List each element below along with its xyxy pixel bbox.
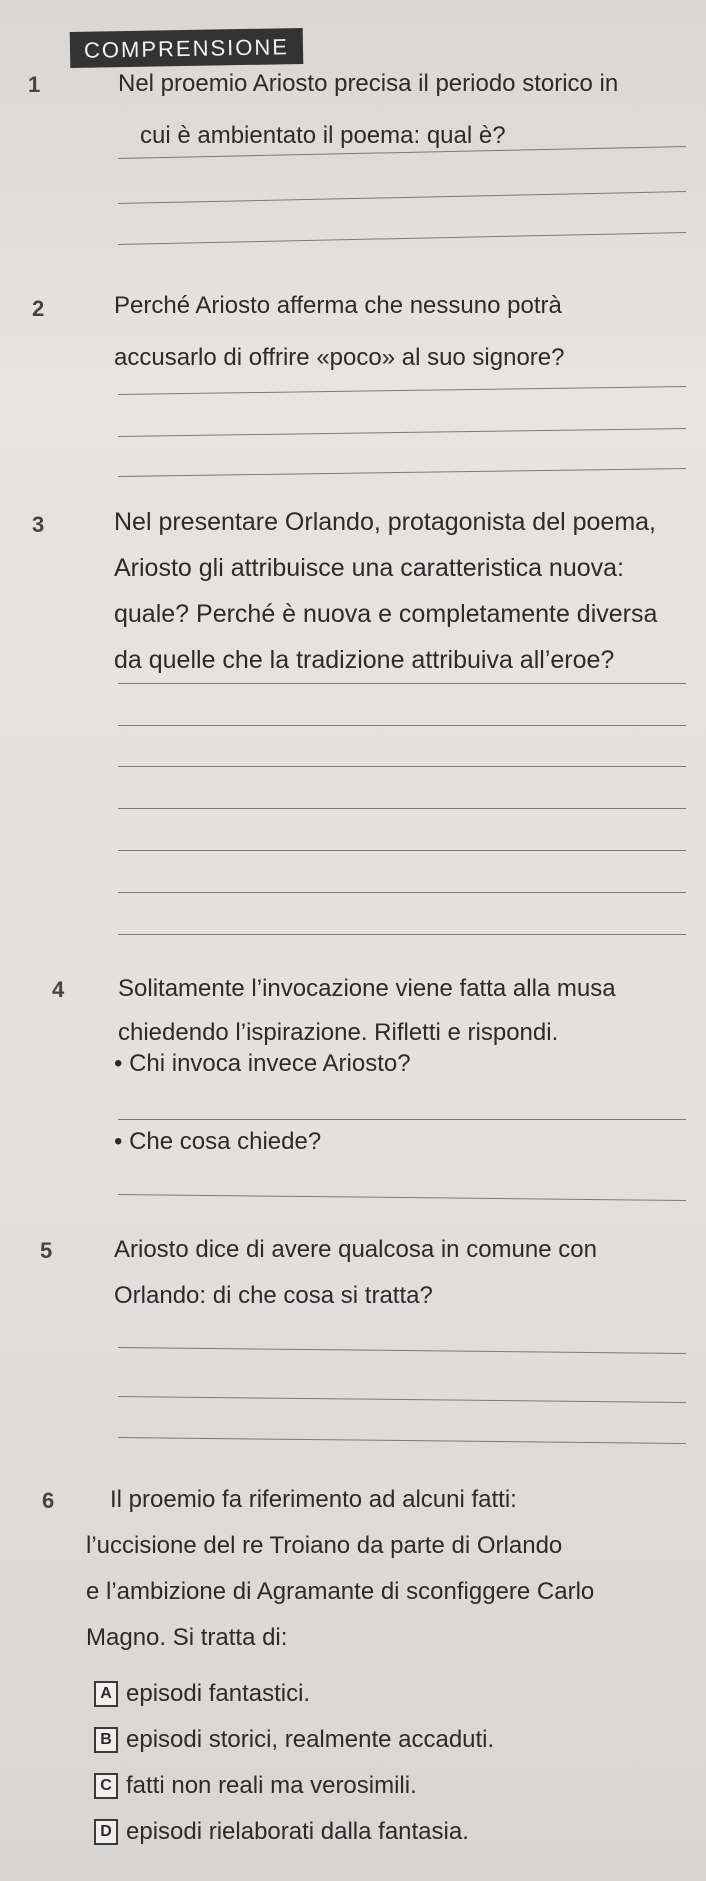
- answer-line[interactable]: [118, 808, 686, 809]
- option-letter[interactable]: B: [94, 1727, 118, 1753]
- question-number: 1: [28, 72, 41, 97]
- answer-line[interactable]: [118, 386, 686, 395]
- question-number: 3: [32, 512, 45, 537]
- question-line: Perché Ariosto afferma che nessuno potrà: [114, 292, 562, 319]
- answer-line[interactable]: [118, 191, 686, 204]
- option-a[interactable]: [94, 1680, 310, 1708]
- answer-line[interactable]: [118, 1119, 686, 1120]
- option-letter[interactable]: C: [94, 1773, 118, 1799]
- question-number: 4: [52, 977, 65, 1002]
- question-line: Orlando: di che cosa si tratta?: [114, 1282, 433, 1309]
- question-line: e l’ambizione di Agramante di sconfiggere Carlo: [86, 1578, 595, 1605]
- question-line: Nel proemio Ariosto precisa il periodo storico in: [118, 70, 619, 97]
- question-number: 2: [32, 296, 45, 321]
- answer-line[interactable]: [118, 892, 686, 893]
- question-line: quale? Perché è nuova e completamente diversa: [114, 600, 658, 628]
- question-line: cui è ambientato il poema: qual è?: [140, 122, 506, 149]
- question-line: Solitamente l’invocazione viene fatta alla musa: [118, 975, 616, 1002]
- question-line: Ariosto gli attribuisce una caratteristica nuova:: [114, 554, 624, 582]
- answer-line[interactable]: [118, 428, 686, 437]
- option-text: episodi storici, realmente accaduti.: [126, 1726, 495, 1753]
- answer-line[interactable]: [118, 766, 686, 767]
- question-line: Il proemio fa riferimento ad alcuni fatti:: [110, 1486, 517, 1513]
- option-text: episodi rielaborati dalla fantasia.: [126, 1818, 469, 1845]
- answer-line[interactable]: [118, 1347, 686, 1354]
- question-line: l’uccisione del re Troiano da parte di Orlando: [86, 1532, 563, 1559]
- sub-question: • Chi invoca invece Ariosto?: [114, 1050, 411, 1077]
- answer-line[interactable]: [118, 725, 686, 726]
- sub-question: • Che cosa chiede?: [114, 1128, 322, 1155]
- question-number: 5: [40, 1238, 53, 1263]
- option-c[interactable]: [94, 1772, 417, 1800]
- question-line: accusarlo di offrire «poco» al suo signore?: [114, 344, 565, 371]
- question-line: Magno. Si tratta di:: [86, 1624, 288, 1651]
- answer-line[interactable]: [118, 1194, 686, 1201]
- option-b[interactable]: [94, 1726, 494, 1754]
- option-letter[interactable]: A: [94, 1681, 118, 1707]
- answer-line[interactable]: [118, 683, 686, 684]
- question-line: da quelle che la tradizione attribuiva all’eroe?: [114, 646, 615, 674]
- question-number: 6: [42, 1488, 55, 1513]
- answer-line[interactable]: [118, 1437, 686, 1444]
- answer-line[interactable]: [118, 468, 686, 477]
- answer-line[interactable]: [118, 1396, 686, 1403]
- question-line: Ariosto dice di avere qualcosa in comune con: [114, 1236, 597, 1263]
- option-text: episodi fantastici.: [126, 1680, 311, 1707]
- answer-line[interactable]: [118, 850, 686, 851]
- option-letter[interactable]: D: [94, 1819, 118, 1845]
- question-line: chiedendo l’ispirazione. Rifletti e rispondi.: [118, 1019, 559, 1046]
- answer-line[interactable]: [118, 934, 686, 935]
- answer-line[interactable]: [118, 232, 686, 245]
- option-d[interactable]: [94, 1818, 469, 1846]
- question-line: Nel presentare Orlando, protagonista del poema,: [114, 508, 656, 536]
- section-header: COMPRENSIONE: [70, 28, 304, 68]
- option-text: fatti non reali ma verosimili.: [126, 1772, 417, 1799]
